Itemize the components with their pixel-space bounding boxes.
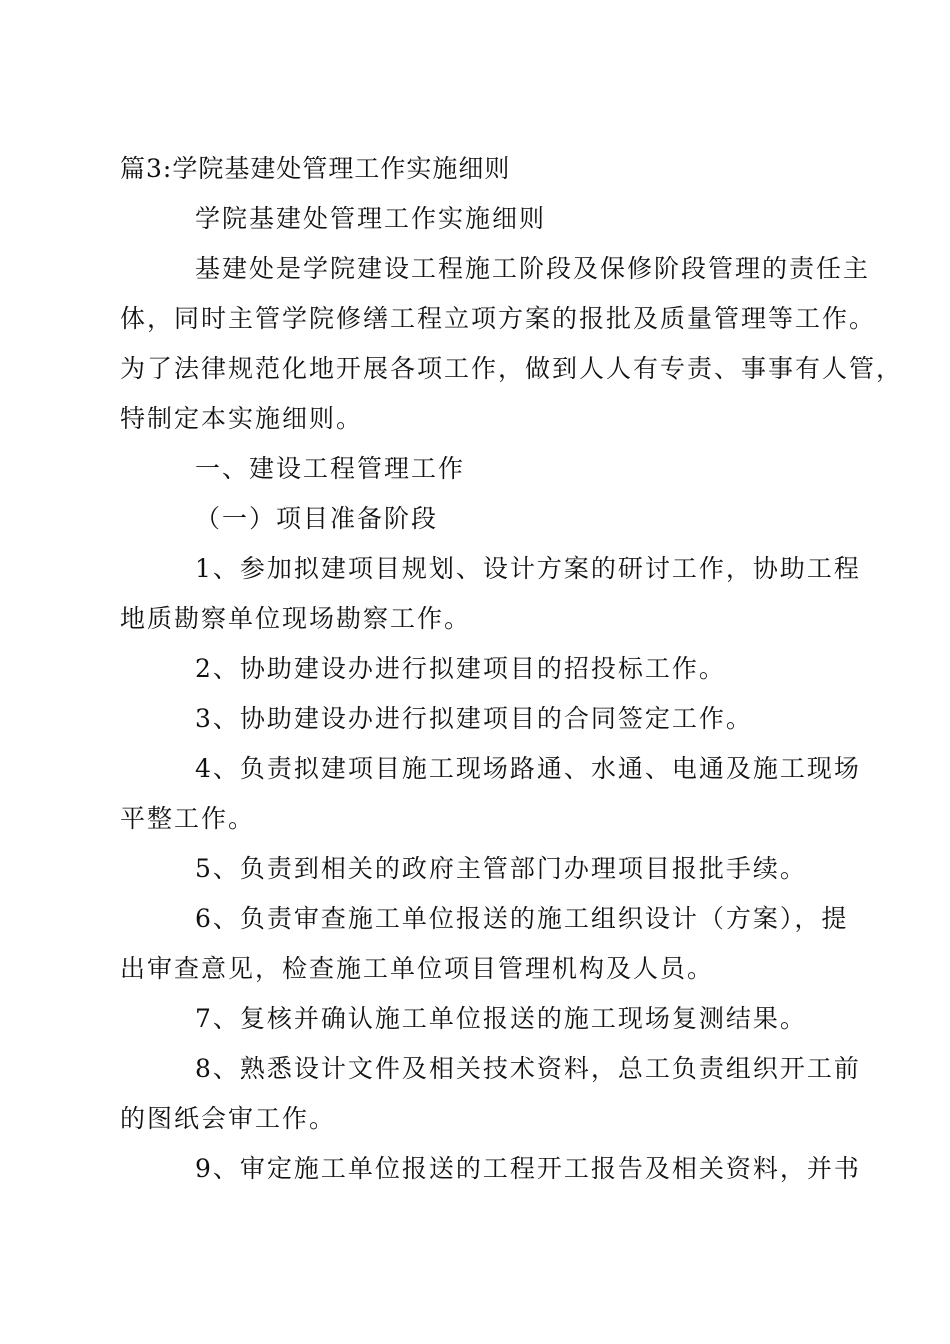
- paragraph-line: 出审查意见，检查施工单位项目管理机构及人员。: [120, 954, 715, 983]
- section-heading: 一、建设工程管理工作: [195, 454, 466, 483]
- paragraph-line: 的图纸会审工作。: [120, 1104, 337, 1133]
- paragraph-line: 3、协助建设办进行拟建项目的合同签定工作。: [195, 704, 753, 733]
- document-heading: 篇3:学院基建处管理工作实施细则: [120, 154, 511, 183]
- paragraph-line: 8、熟悉设计文件及相关技术资料，总工负责组织开工前: [195, 1054, 861, 1083]
- paragraph-line: 4、负责拟建项目施工现场路通、水通、电通及施工现场: [195, 754, 861, 783]
- paragraph-line: 9、审定施工单位报送的工程开工报告及相关资料，并书: [195, 1154, 861, 1183]
- paragraph-line: 特制定本实施细则。: [120, 404, 364, 433]
- paragraph-line: 6、负责审查施工单位报送的施工组织设计（方案），提: [195, 904, 849, 933]
- paragraph-line: 体，同时主管学院修缮工程立项方案的报批及质量管理等工作。: [120, 304, 877, 333]
- paragraph-line: 基建处是学院建设工程施工阶段及保修阶段管理的责任主: [195, 254, 871, 283]
- paragraph-line: 地质勘察单位现场勘察工作。: [120, 604, 472, 633]
- paragraph-line: 为了法律规范化地开展各项工作，做到人人有专责、事事有人管，: [120, 354, 904, 383]
- paragraph-line: 平整工作。: [120, 804, 256, 833]
- paragraph-line: 7、复核并确认施工单位报送的施工现场复测结果。: [195, 1004, 807, 1033]
- paragraph-line: 5、负责到相关的政府主管部门办理项目报批手续。: [195, 854, 807, 883]
- paragraph-line: 2、协助建设办进行拟建项目的招投标工作。: [195, 654, 726, 683]
- document-title: 学院基建处管理工作实施细则: [195, 204, 547, 233]
- subsection-heading: （一）项目准备阶段: [195, 504, 439, 533]
- paragraph-line: 1、参加拟建项目规划、设计方案的研讨工作，协助工程: [195, 554, 861, 583]
